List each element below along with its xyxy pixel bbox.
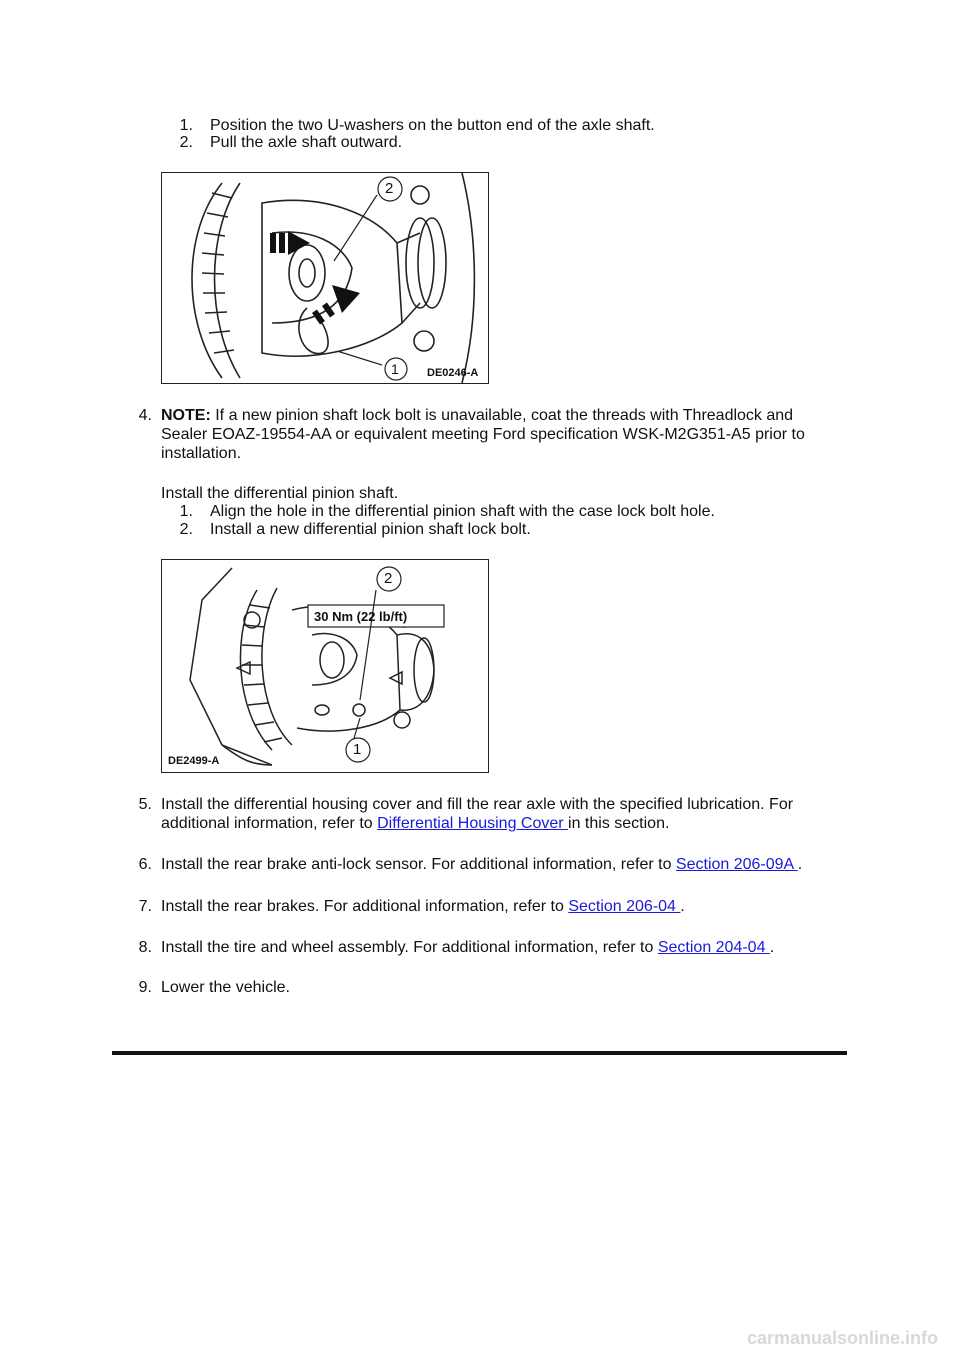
note-line-3: installation.	[161, 445, 242, 462]
substep-text: Pull the axle shaft outward.	[210, 134, 403, 151]
callout-2-label: 2	[384, 570, 393, 587]
step-text	[161, 855, 802, 875]
note-label: NOTE:	[161, 407, 211, 424]
substep-number: 2.	[179, 134, 193, 151]
step-text	[161, 938, 774, 958]
substep-text: Align the hole in the differential pinion shaft with the case lock bolt hole.	[210, 503, 715, 520]
step-number: 4.	[138, 407, 152, 424]
pinion-shaft-illustration	[161, 559, 489, 773]
step-number: 8.	[138, 939, 152, 956]
section-206-09a-link[interactable]: Section 206-09A	[675, 856, 798, 873]
step-text-prefix: Install the rear brakes. For additional information, refer to	[161, 898, 569, 915]
step-number: 6.	[138, 856, 152, 873]
differential-housing-cover-link[interactable]: Differential Housing Cover	[377, 815, 569, 832]
figure-code: DE2499-A	[168, 755, 220, 767]
section-204-04-link[interactable]: Section 204-04	[657, 939, 770, 956]
substep-number: 1.	[179, 117, 193, 134]
step-text-suffix: in this section.	[568, 815, 670, 832]
torque-spec-label: 30 Nm (22 lb/ft)	[314, 609, 408, 624]
note-text-1: If a new pinion shaft lock bolt is unavailable, coat the threads with Threadlock and	[210, 407, 794, 424]
step-text: Lower the vehicle.	[161, 979, 290, 996]
step-number: 9.	[138, 979, 152, 996]
callout-1-label: 1	[353, 741, 362, 758]
step-text-suffix: .	[769, 939, 775, 956]
pinion-shaft-drawing	[162, 560, 488, 772]
step-text-suffix: .	[797, 856, 803, 873]
substep-number: 1.	[179, 503, 193, 520]
callout-2-label: 2	[385, 180, 394, 197]
watermark-text: carmanualsonline.info	[746, 1328, 938, 1348]
note-line-2: Sealer EOAZ-19554-AA or equivalent meeting Ford specification WSK-M2G351-A5 prior to	[161, 426, 805, 443]
footer-rule	[112, 1051, 847, 1055]
step-number: 7.	[138, 898, 152, 915]
substep-number: 2.	[179, 521, 193, 538]
step-text-prefix: Install the rear brake anti-lock sensor. For additional information, refer to	[161, 856, 676, 873]
step-text	[161, 897, 685, 917]
step-text-line-1: Install the differential housing cover and fill the rear axle with the specified lubrication. For	[161, 796, 794, 813]
step-text-suffix: .	[680, 898, 685, 915]
step-text-line-2	[161, 814, 669, 834]
figure-code: DE0246-A	[427, 367, 479, 379]
step-number: 5.	[138, 796, 152, 813]
step-instruction: Install the differential pinion shaft.	[161, 485, 399, 502]
callout-1-label: 1	[391, 361, 399, 377]
substep-text: Position the two U-washers on the button end of the axle shaft.	[210, 117, 655, 134]
step-text-prefix: Install the tire and wheel assembly. For additional information, refer to	[161, 939, 658, 956]
axle-shaft-illustration	[161, 172, 489, 384]
axle-shaft-drawing	[162, 173, 488, 383]
section-206-04-link[interactable]: Section 206-04	[568, 898, 681, 915]
step-text-prefix: additional information, refer to	[161, 815, 378, 832]
substep-text: Install a new differential pinion shaft lock bolt.	[210, 521, 531, 538]
note-line-1	[161, 406, 793, 426]
